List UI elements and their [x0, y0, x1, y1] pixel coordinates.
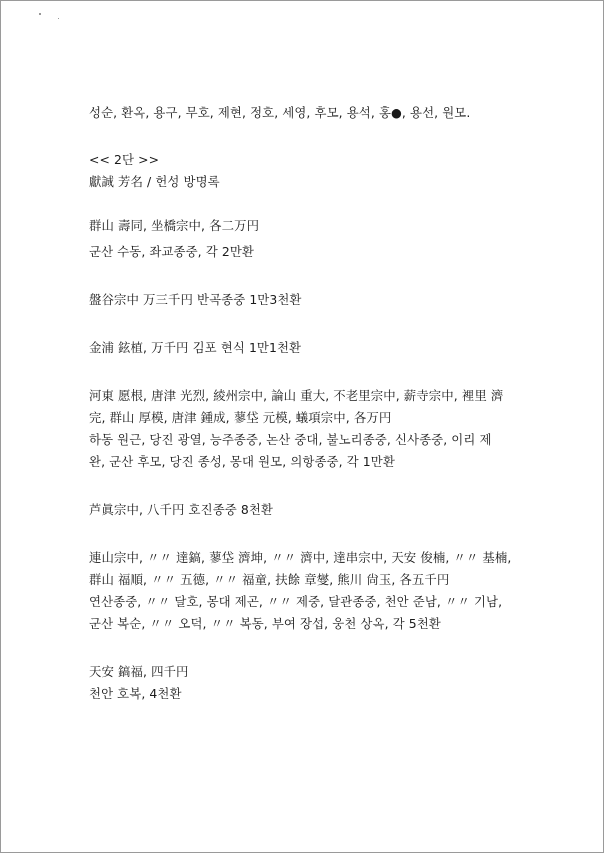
name-list-line: 성순, 환옥, 용구, 무호, 제현, 정호, 세영, 후모, 용석, 홍●, 용선, 원모.	[89, 105, 471, 120]
document-body	[89, 102, 569, 705]
donor-line: 芦眞宗中, 八千円 호진종중 8천환	[89, 502, 273, 517]
donor-line: 완, 군산 후모, 당진 종성, 몽대 원모, 의항종중, 각 1만환	[89, 454, 395, 469]
donor-line: 군산 복순, 〃〃 오덕, 〃〃 복동, 부여 장섭, 웅천 상옥, 각 5천환	[89, 616, 441, 631]
donor-line: 盤谷宗中 万三千円 반곡종중 1만3천환	[89, 292, 302, 307]
donor-line: 天安 鎬福, 四千円	[89, 664, 189, 679]
donor-line: 천안 호복, 4천환	[89, 686, 182, 701]
donor-line: 金浦 鉉植, 万千円 김포 현식 1만1천환	[89, 340, 302, 355]
donor-line: 연산종중, 〃〃 달호, 몽대 제곤, 〃〃 제중, 달관종중, 천안 준남, 〃〃 기남,	[89, 594, 503, 609]
donor-line: 河東 愿根, 唐津 光烈, 綾州宗中, 論山 重大, 不老里宗中, 薪寺宗中, 裡里 濟	[89, 388, 504, 403]
donor-line: 하동 원근, 당진 광열, 능주종중, 논산 중대, 불노리종중, 신사종중, 이리 제	[89, 432, 492, 447]
donor-line: 連山宗中, 〃〃 達鎬, 蓼垈 濟坤, 〃〃 濟中, 達串宗中, 天安 俊楠, 〃〃 基楠,	[89, 550, 512, 565]
scan-speck	[39, 13, 41, 15]
donor-line: 群山 福順, 〃〃 五德, 〃〃 福童, 扶餘 章燮, 熊川 尙玉, 各五千円	[89, 572, 450, 587]
donor-line: 群山 壽同, 坐橋宗中, 各二万円	[89, 218, 260, 233]
section-marker: << 2단 >>	[89, 152, 160, 167]
scan-speck	[58, 18, 59, 19]
section-title: 獻誠 芳名 / 헌성 방명록	[89, 174, 220, 189]
donor-line: 完, 群山 厚模, 唐津 鍾成, 蓼垈 元模, 蟻項宗中, 各万円	[89, 410, 392, 425]
donor-line: 군산 수동, 좌교종중, 각 2만환	[89, 244, 254, 259]
